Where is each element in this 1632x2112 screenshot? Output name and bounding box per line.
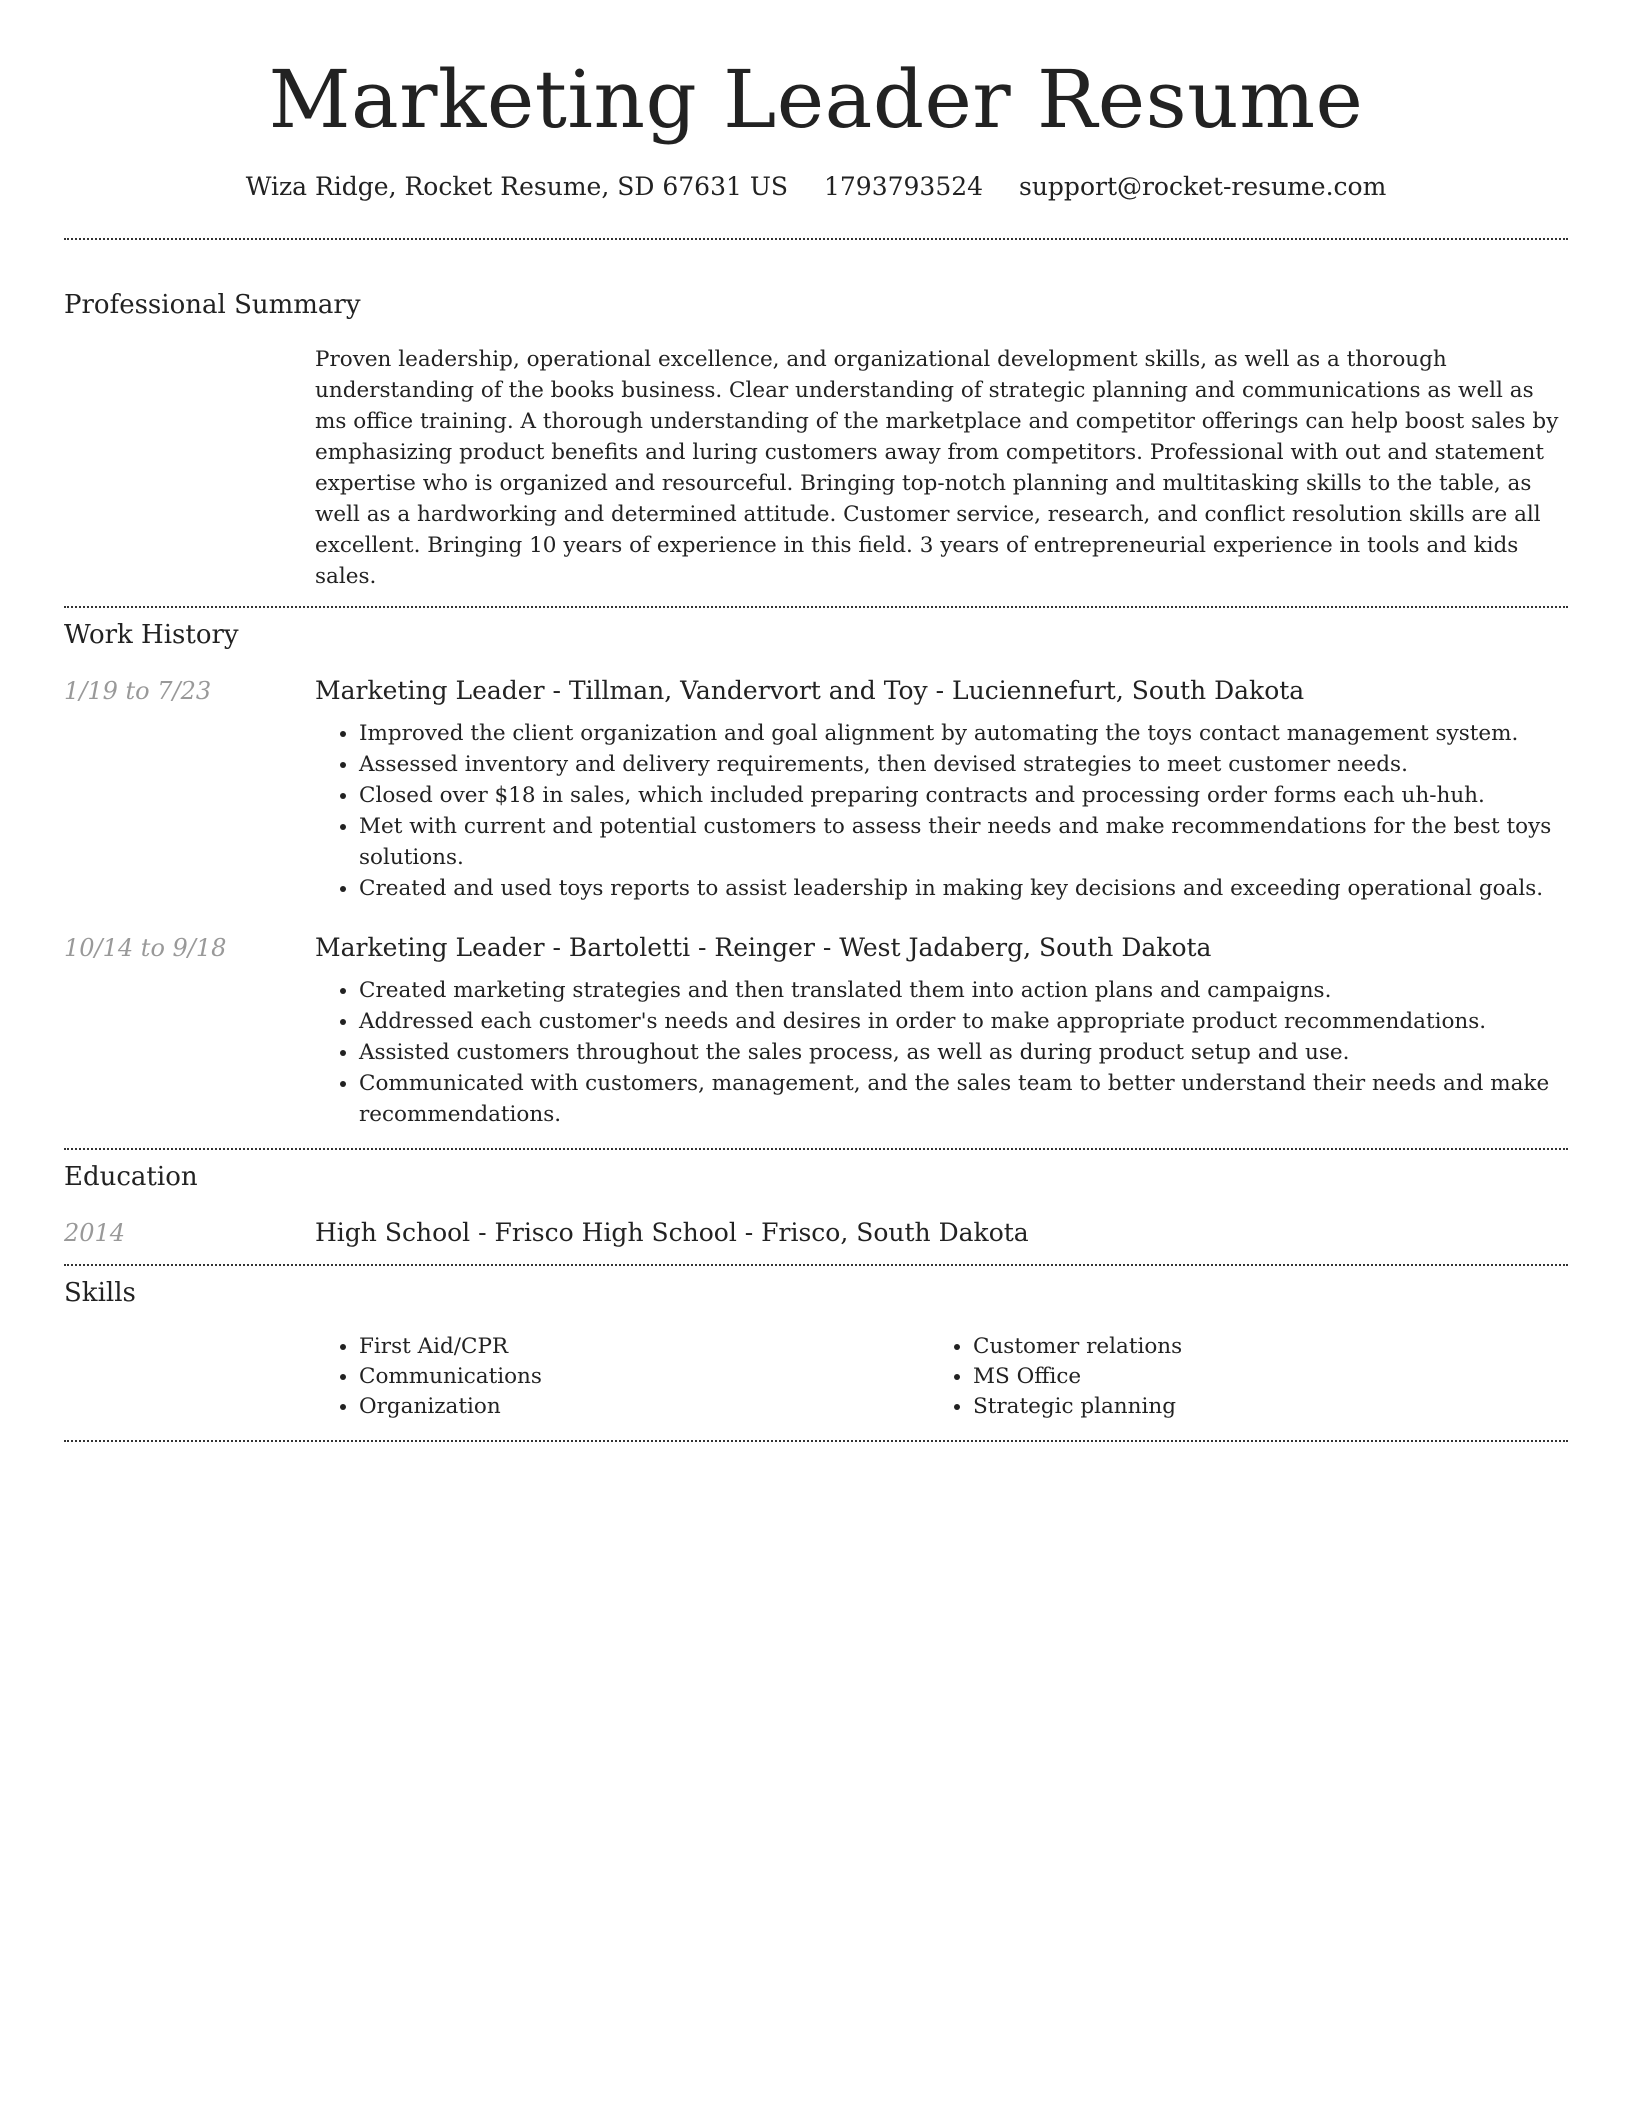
job-dates: 10/14 to 9/18 — [64, 934, 227, 962]
education-heading: Education — [64, 1162, 198, 1192]
contact-phone: 1793793524 — [823, 172, 984, 201]
skills-list-right — [929, 1332, 1543, 1422]
job-bullet: • Assisted customers throughout the sales process, as well as during product setup and use. — [359, 1037, 1568, 1068]
job-dates: 1/19 to 7/23 — [64, 677, 212, 705]
education-section — [64, 1160, 1568, 1250]
job-bullets — [315, 975, 1568, 1130]
job-entry — [64, 674, 1568, 904]
summary-text: Proven leadership, operational excellence, and organizational development skills, as well as a thorough understanding of the books business. Clear understanding of strategic planning and communications as well as ms office training. A thorough understanding of the marketplace and competitor offerings can help boost sales by emphasizing product benefits and luring customers away from competitors. Professional with out and statement expertise who is organized and resourceful. Bringing top-notch planning and multitasking skills to the table, as well as a hardworking and determined attitude. Customer service, research, and conflict resolution skills are all excellent. Bringing 10 years of experience in this field. 3 years of entrepreneurial experience in tools and kids sales. — [315, 347, 1559, 589]
job-entry — [64, 931, 1568, 1130]
skill-item: • Organization — [359, 1392, 929, 1422]
skills-list-left — [315, 1332, 929, 1422]
education-entry — [64, 1216, 1568, 1250]
education-year: 2014 — [64, 1219, 126, 1247]
job-bullet: • Communicated with customers, management, and the sales team to better understand their needs and make recommendations. — [359, 1068, 1568, 1130]
skill-item: • Strategic planning — [973, 1392, 1543, 1422]
work-history-heading: Work History — [64, 620, 239, 650]
contact-address: Wiza Ridge, Rocket Resume, SD 67631 US — [245, 172, 789, 201]
skills-heading: Skills — [64, 1278, 136, 1308]
contact-line — [64, 170, 1568, 204]
contact-email: support@rocket-resume.com — [1019, 172, 1387, 201]
skill-item: • Customer relations — [973, 1332, 1543, 1362]
section-divider — [64, 1264, 1568, 1266]
resume-title: Marketing Leader Resume — [268, 53, 1364, 146]
job-title: Marketing Leader - Bartoletti - Reinger - West Jadaberg, South Dakota — [315, 933, 1212, 962]
education-title: High School - Frisco High School - Frisco, South Dakota — [315, 1218, 1029, 1247]
section-divider — [64, 1148, 1568, 1150]
section-divider — [64, 238, 1568, 240]
work-history-section — [64, 618, 1568, 1130]
skill-item: • First Aid/CPR — [359, 1332, 929, 1362]
job-bullet: • Created marketing strategies and then translated them into action plans and campaigns. — [359, 975, 1568, 1006]
summary-section — [64, 288, 1568, 592]
job-bullet: • Closed over $18 in sales, which included preparing contracts and processing order forms each uh-huh. — [359, 780, 1568, 811]
skill-item: • Communications — [359, 1362, 929, 1392]
job-bullet: • Created and used toys reports to assist leadership in making key decisions and exceeding operational goals. — [359, 873, 1568, 904]
skills-section — [64, 1276, 1568, 1422]
section-divider — [64, 1440, 1568, 1442]
job-bullet: • Addressed each customer's needs and desires in order to make appropriate product recommendations. — [359, 1006, 1568, 1037]
job-bullet: • Improved the client organization and goal alignment by automating the toys contact management system. — [359, 718, 1568, 749]
skill-item: • MS Office — [973, 1362, 1543, 1392]
summary-heading: Professional Summary — [64, 290, 361, 320]
job-title: Marketing Leader - Tillman, Vandervort and Toy - Luciennefurt, South Dakota — [315, 676, 1305, 705]
job-bullets — [315, 718, 1568, 904]
job-bullet: • Assessed inventory and delivery requirements, then devised strategies to meet customer needs. — [359, 749, 1568, 780]
section-divider — [64, 606, 1568, 608]
job-bullet: • Met with current and potential customers to assess their needs and make recommendations for the best toys solutions. — [359, 811, 1568, 873]
